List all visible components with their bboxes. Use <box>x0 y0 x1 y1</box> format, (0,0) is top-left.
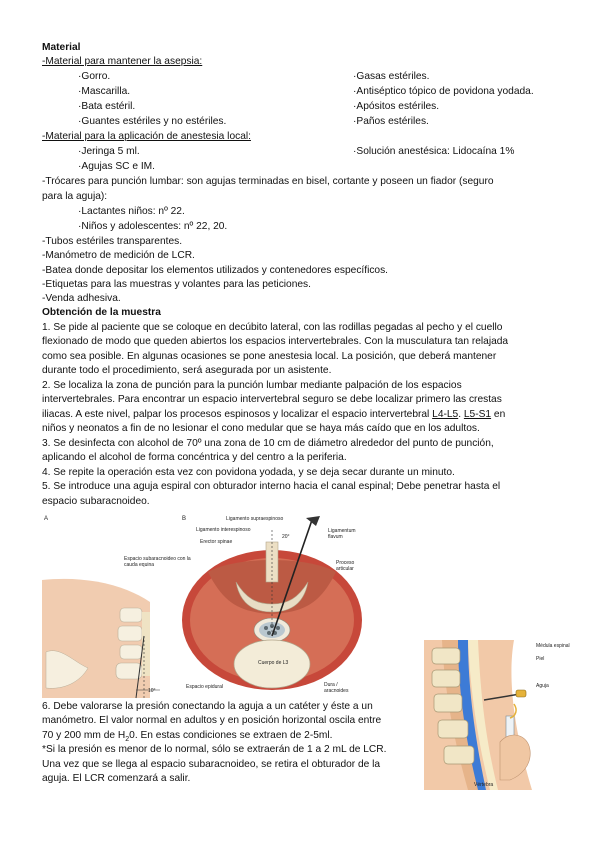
list-item: -Manómetro de medición de LCR. <box>42 250 195 261</box>
label-ligamento-interespinoso: Ligamento interespinoso <box>196 527 251 533</box>
label-piel: Piel <box>536 656 545 662</box>
panel-a-label: A <box>44 516 49 522</box>
paragraph-line: aplicando el alcohol de forma concéntrica y del centro a la periferia. <box>42 452 347 463</box>
list-item: ·Gasas estériles. <box>353 71 430 82</box>
angle-label: 20° <box>282 534 290 540</box>
paragraph-line: 3. Se desinfecta con alcohol de 70º una zona de 10 cm de diámetro alrededor del punto de punción, <box>42 438 494 449</box>
text-segment: 70 y 200 mm de H <box>42 730 126 741</box>
paragraph-line: como sea posible. En algunas ocasiones se pone anestesia local. La posición, que deberá mantener <box>42 351 497 362</box>
list-item: ·Gorro. <box>78 71 111 82</box>
label-dura-aracnoides: Dura / aracnoides <box>324 682 349 694</box>
trocares-line: para la aguja): <box>42 191 108 202</box>
paragraph-line: intervertebrales. Para encontrar un espacio intervertebral seguro se debe localizar primero las crestas <box>42 394 502 405</box>
paragraph-line <box>42 408 505 422</box>
list-item: ·Apósitos estériles. <box>353 101 440 112</box>
paragraph-line: 1. Se pide al paciente que se coloque en decúbito lateral, con las rodillas pegadas al pecho y el cuello <box>42 322 503 333</box>
paragraph-line: 5. Se introduce una aguja espiral con obturador interno hacia el canal espinal; Debe penetrar hasta el <box>42 481 501 492</box>
list-item: ·Mascarilla. <box>78 86 131 97</box>
label-espacio-epidural: Espacio epidural <box>186 684 223 690</box>
text-segment: 0. En estas condiciones se extraen de 2-5ml. <box>129 730 333 741</box>
list-item: ·Lactantes niños: nº 22. <box>78 206 185 217</box>
lumbar-puncture-figure <box>40 512 400 700</box>
asepsia-heading: -Material para mantener la asepsia: <box>42 56 203 67</box>
link-l4-l5[interactable]: L4-L5 <box>432 409 459 420</box>
paragraph-line: manómetro. El valor normal en adultos y en posición horizontal oscila entre <box>42 715 382 726</box>
list-item: ·Bata estéril. <box>78 101 136 112</box>
link-l5-s1[interactable]: L5-S1 <box>463 409 492 420</box>
list-item: ·Agujas SC e IM. <box>78 161 155 172</box>
label-medula-espinal: Médula espinal <box>536 643 570 649</box>
label-espacio-subaracnoideo: Espacio subaracnoideo con la cauda equina <box>124 556 191 568</box>
label-ligamentum-flavum: Ligamentum flavum <box>328 528 356 540</box>
paragraph-line: niños y neonatos a fin de no lesionar el cono medular que se haya más caído que en los adultos. <box>42 423 480 434</box>
paragraph-line: espacio subaracnoideo. <box>42 496 150 507</box>
list-item: -Tubos estériles transparentes. <box>42 236 183 247</box>
list-item: ·Solución anestésica: Lidocaína 1% <box>353 146 515 157</box>
paragraph-line: 2. Se localiza la zona de punción para la punción lumbar mediante palpación de los espacios <box>42 380 462 391</box>
list-item: ·Paños estériles. <box>353 116 429 127</box>
label-cuerpo-l3: Cuerpo de L3 <box>258 660 289 666</box>
material-heading: Material <box>42 42 81 53</box>
label-vertebra: Vértebra <box>474 782 494 788</box>
obtencion-heading: Obtención de la muestra <box>42 307 161 318</box>
list-item: ·Jeringa 5 ml. <box>78 146 140 157</box>
anestesia-heading: -Material para la aplicación de anestesia local: <box>42 131 251 142</box>
spinal-needle-illustration <box>424 634 576 792</box>
paragraph-line: 4. Se repite la operación esta vez con povidona yodada, y se deja secar durante un minuto. <box>42 467 455 478</box>
paragraph-line: 6. Debe valorarse la presión conectando la aguja a un catéter y éste a un <box>42 701 373 712</box>
paragraph-line: Una vez que se llega al espacio subaracnoideo, se retira el obturador de la <box>42 759 381 770</box>
list-item: -Etiquetas para las muestras y volantes para las peticiones. <box>42 279 311 290</box>
list-item: ·Antiséptico tópico de povidona yodada. <box>353 86 534 97</box>
angle-label: 10° <box>148 688 156 694</box>
label-erector-spinae: Erector spinae <box>200 539 233 545</box>
paragraph-line: flexionado de modo que queden abiertos los espacios intervertebrales. Con la musculatura tan relajada <box>42 336 509 347</box>
spinal-needle-figure <box>424 634 576 792</box>
paragraph-line: durante todo el procedimiento, será asegurada por un asistente. <box>42 365 332 376</box>
label-proceso-articular: Proceso articular <box>336 560 355 572</box>
text-segment: en <box>491 409 506 420</box>
subscript-2: 2 <box>125 736 130 744</box>
text-segment: . <box>458 409 464 420</box>
list-item: -Venda adhesiva. <box>42 293 121 304</box>
panel-b-label: B <box>182 516 187 522</box>
list-item: ·Guantes estériles y no estériles. <box>78 116 227 127</box>
paragraph-line: aguja. El LCR comenzará a salir. <box>42 773 191 784</box>
list-item: -Batea donde depositar los elementos utilizados y contenedores específicos. <box>42 265 389 276</box>
paragraph-line: *Si la presión es menor de lo normal, sólo se extraerán de 1 a 2 mL de LCR. <box>42 744 387 755</box>
text-segment: iliacas. A este nivel, palpar los procesos espinosos y localizar el espacio intervertebral <box>42 409 433 420</box>
label-aguja: Aguja <box>536 683 549 689</box>
list-item: ·Niños y adolescentes: nº 22, 20. <box>78 221 228 232</box>
trocares-line: -Trócares para punción lumbar: son agujas terminadas en bisel, cortante y poseen un fiador (seguro <box>42 176 494 187</box>
label-ligamento-supraespinoso: Ligamento supraespinoso <box>226 516 284 522</box>
